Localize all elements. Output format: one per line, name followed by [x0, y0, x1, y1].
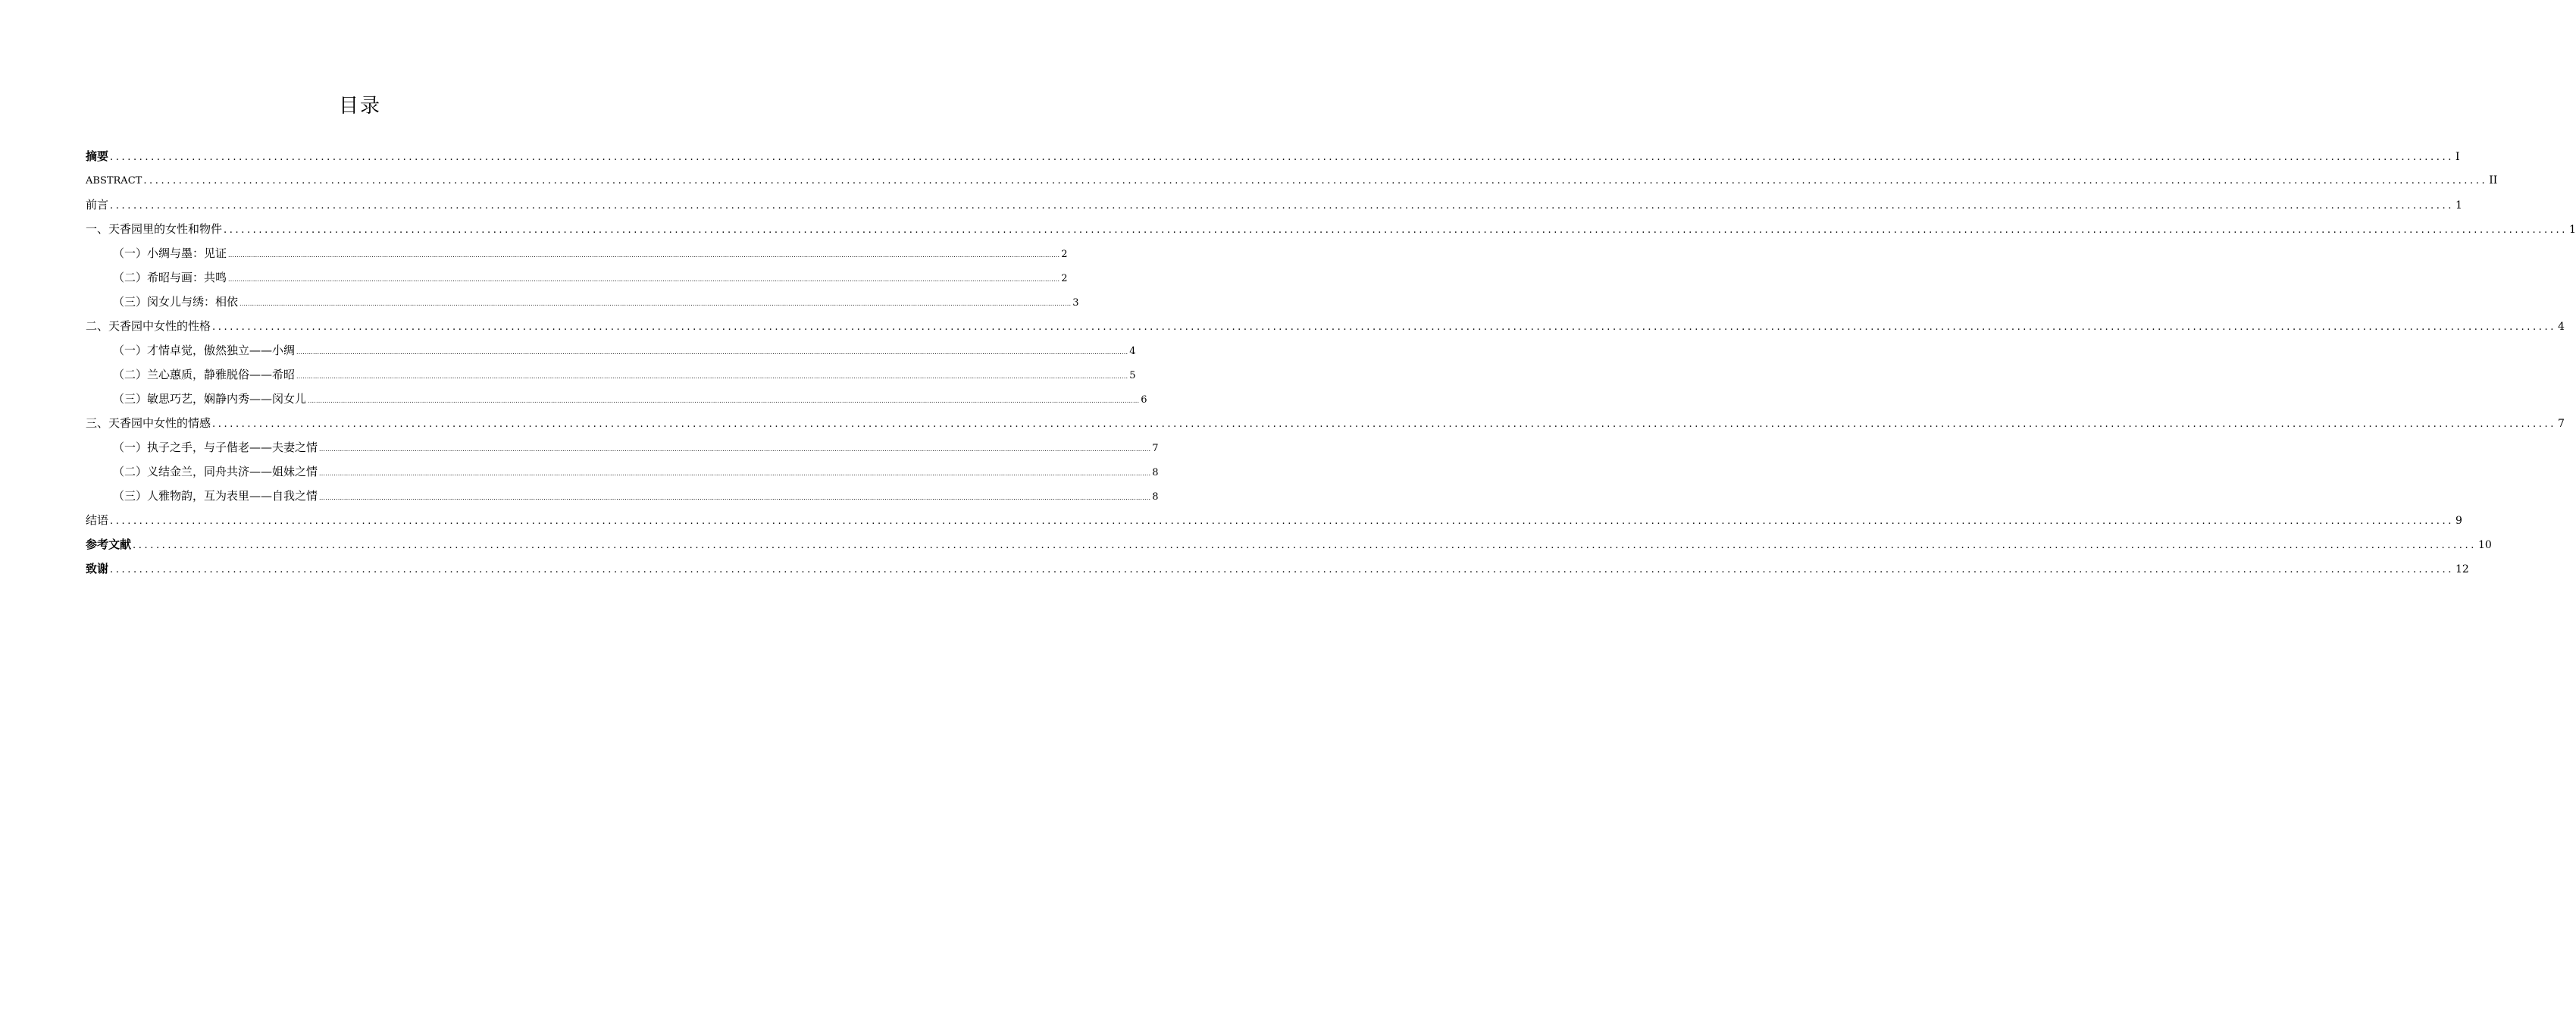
toc-dot-leader: ................................................................................................................................................................................................................................................................................................................................................................................................................ [224, 224, 2568, 236]
toc-dot-leader: ................................................................................................................................................................................................................................................................................................................................................................................................................ [308, 397, 1140, 404]
toc-dot-leader: ................................................................................................................................................................................................................................................................................................................................................................................................................ [239, 300, 1072, 307]
toc-entry-page-number: 7 [2557, 418, 2565, 430]
toc-dot-leader: ................................................................................................................................................................................................................................................................................................................................................................................................................ [212, 321, 2556, 333]
toc-entry[interactable] [86, 168, 2498, 193]
toc-entry[interactable] [86, 411, 2565, 435]
toc-entry-label: 一、天香园里的女性和物件 [86, 222, 223, 236]
toc-dot-leader: ................................................................................................................................................................................................................................................................................................................................................................................................................ [228, 252, 1060, 259]
toc-entry-label: 摘要 [86, 149, 109, 163]
toc-dot-leader: ................................................................................................................................................................................................................................................................................................................................................................................................................ [110, 200, 2454, 212]
toc-entry[interactable] [86, 435, 1159, 459]
toc-entry-label: （一）才情卓觉，傲然独立——小绸 [113, 343, 296, 357]
toc-entry-page-number: 6 [1141, 394, 1147, 406]
toc-dot-leader: ................................................................................................................................................................................................................................................................................................................................................................................................................ [319, 470, 1151, 477]
toc-entry-label: 二、天香园中女性的性格 [86, 319, 211, 333]
toc-dot-leader: ................................................................................................................................................................................................................................................................................................................................................................................................................ [110, 564, 2454, 575]
toc-entry[interactable] [86, 508, 2462, 532]
toc-entry-page-number: 2 [1061, 249, 1068, 260]
toc-entry-label: ABSTRACT [86, 175, 142, 187]
toc-dot-leader: ................................................................................................................................................................................................................................................................................................................................................................................................................ [133, 540, 2477, 551]
toc-entry-label: （一）执子之手，与子偕老——夫妻之情 [113, 441, 318, 454]
toc-dot-leader: ................................................................................................................................................................................................................................................................................................................................................................................................................ [143, 175, 2488, 187]
page-title: 目录 [338, 95, 381, 118]
toc-entry-page-number: 1 [2455, 199, 2462, 212]
toc-entry[interactable] [86, 241, 1068, 265]
toc-dot-leader: ................................................................................................................................................................................................................................................................................................................................................................................................................ [228, 276, 1060, 283]
toc-entry[interactable] [86, 193, 2462, 217]
toc-dot-leader: ................................................................................................................................................................................................................................................................................................................................................................................................................ [296, 373, 1128, 380]
toc-entry-page-number: II [2489, 174, 2498, 187]
toc-entry[interactable] [86, 362, 1136, 387]
toc-dot-leader: ................................................................................................................................................................................................................................................................................................................................................................................................................ [296, 349, 1128, 356]
toc-entry-label: （三）敏思巧艺，娴静内秀——闵女儿 [113, 392, 307, 406]
toc-entry-label: （三）闵女儿与绣：相依 [113, 295, 239, 309]
toc-entry-label: （二）兰心蕙质，静雅脱俗——希昭 [113, 368, 296, 381]
toc-entry-label: 结语 [86, 513, 109, 527]
toc-entry[interactable] [86, 314, 2565, 338]
toc-entry[interactable] [86, 265, 1068, 290]
toc-entry-label: （一）小绸与墨：见证 [113, 246, 227, 260]
toc-dot-leader: ................................................................................................................................................................................................................................................................................................................................................................................................................ [319, 494, 1151, 501]
toc-entry-page-number: 8 [1152, 491, 1159, 503]
toc-entry-page-number: 1 [2568, 224, 2576, 236]
toc-entry-page-number: 10 [2477, 539, 2492, 551]
toc-dot-leader: ................................................................................................................................................................................................................................................................................................................................................................................................................ [110, 516, 2454, 527]
toc-entry-label: （二）希昭与画：共鸣 [113, 271, 227, 284]
toc-dot-leader: ................................................................................................................................................................................................................................................................................................................................................................................................................ [319, 446, 1151, 453]
toc-entry-page-number: 7 [1152, 443, 1159, 454]
toc-entry-label: （三）人雅物韵，互为表里——自我之情 [113, 489, 318, 503]
toc-entry-page-number: 12 [2455, 563, 2469, 575]
toc-entry-page-number: 5 [1129, 370, 1136, 381]
toc-entry-page-number: 2 [1061, 273, 1068, 284]
toc-entry-page-number: 4 [2557, 321, 2565, 333]
toc-dot-leader: ................................................................................................................................................................................................................................................................................................................................................................................................................ [212, 419, 2556, 430]
toc-entry[interactable] [86, 217, 2576, 241]
toc-entry-page-number: 8 [1152, 467, 1159, 478]
table-of-contents [86, 144, 2576, 581]
toc-entry-label: 三、天香园中女性的情感 [86, 416, 211, 430]
toc-entry[interactable] [86, 532, 2492, 557]
toc-entry-label: 致谢 [86, 562, 109, 575]
toc-entry[interactable] [86, 290, 1079, 314]
toc-entry-page-number: 9 [2455, 515, 2462, 527]
toc-entry[interactable] [86, 557, 2469, 581]
toc-entry[interactable] [86, 459, 1159, 484]
toc-entry-label: 参考文献 [86, 538, 132, 551]
toc-entry[interactable] [86, 144, 2460, 168]
toc-entry-page-number: 3 [1072, 297, 1079, 309]
toc-entry-label: 前言 [86, 198, 109, 212]
toc-entry[interactable] [86, 338, 1136, 362]
toc-entry[interactable] [86, 484, 1159, 508]
toc-entry-page-number: I [2455, 151, 2460, 163]
toc-dot-leader: ................................................................................................................................................................................................................................................................................................................................................................................................................ [110, 152, 2454, 163]
toc-entry-label: （二）义结金兰，同舟共济——姐妹之情 [113, 465, 318, 478]
toc-entry[interactable] [86, 387, 1147, 411]
toc-entry-page-number: 4 [1129, 346, 1136, 357]
